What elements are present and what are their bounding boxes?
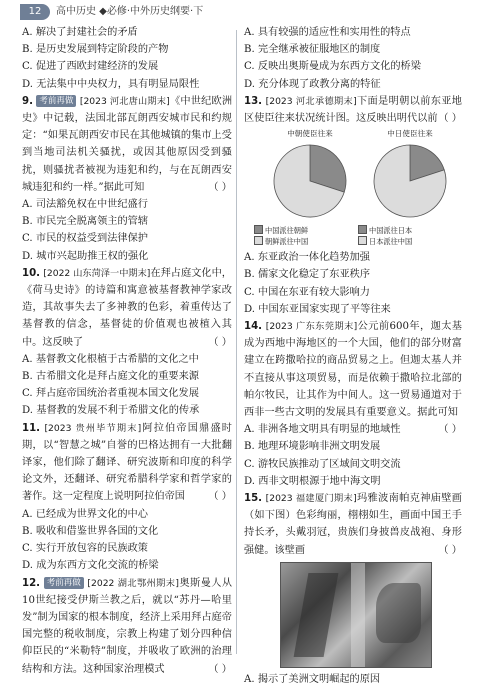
option[interactable]: B. 吸收和借鉴世界各国的文化 (22, 525, 159, 537)
mural-photo (280, 562, 432, 668)
option[interactable]: A. 具有较强的适应性和实用性的特点 (244, 27, 411, 38)
legend-label: 中国派往朝鲜 (265, 226, 309, 236)
legend-swatch (254, 236, 263, 245)
question-12 (22, 575, 232, 678)
left-column (22, 24, 232, 678)
question-number: 11. (22, 422, 41, 434)
legend-label: 朝鲜派往中国 (265, 237, 309, 247)
answer-blank[interactable]: （ ） (438, 424, 462, 436)
chart-legend (254, 225, 308, 247)
legend-swatch (254, 225, 263, 234)
legend-item (358, 236, 412, 247)
page-number: 12 (20, 4, 50, 20)
option[interactable]: A. 司法豁免权在中世纪盛行 (22, 199, 148, 211)
question-11 (22, 420, 232, 506)
question-15 (244, 490, 462, 559)
legend-item (254, 225, 308, 236)
chart-title: 中朝使臣往来 (287, 129, 333, 139)
option[interactable]: A. 已经成为世界文化的中心 (22, 508, 148, 520)
question-stem: 奥斯曼人从10世纪接受伊斯兰教之后，就以“苏丹—哈里发”制为国家的根本制度，经济上采用拜占庭帝国完整的税收制度，宗教上构建了划分四种信仰臣民的“米勒特”制度，并吸收了欧洲的治理结构和方法。这种国家治理模式 (22, 577, 233, 675)
answer-blank[interactable]: （ ） (438, 544, 462, 556)
question-source: [2022 山东菏泽一中期末] (43, 267, 151, 279)
option[interactable]: D. 城市兴起助推王权的强化 (22, 250, 149, 262)
question-stem: 玛雅波南帕克神庙壁画（如下图）色彩绚丽，栩栩如生，画面中国王手持长矛，头戴羽冠，贵族们身披兽皮战袍、身形强健。该壁画 (244, 493, 462, 556)
answer-blank[interactable]: （ ） (208, 181, 232, 193)
option[interactable]: C. 游牧民族推动了区域间文明交流 (244, 458, 401, 470)
question-stem: 《中世纪欧洲史》中记载，法国北部瓦朗西安城市民和约规定：“如果瓦朗西安市民在其他城镇的集市上受到当地司法机关骚扰，或因其他原因受到骚扰，则骚扰者被视为违犯和约，与在瓦朗西安城违犯和约一样。”据此可知 (22, 95, 233, 193)
option[interactable]: B. 地理环境影响非洲文明发展 (244, 441, 381, 453)
question-number: 12. (22, 577, 41, 589)
legend-item (254, 236, 308, 247)
option[interactable]: D. 成为东西方文化交流的桥梁 (22, 560, 159, 572)
answer-blank[interactable]: （ ） (438, 113, 462, 125)
option[interactable]: B. 是历史发展到特定阶段的产物 (22, 44, 169, 56)
option[interactable]: C. 实行开放包容的民族政策 (22, 543, 148, 555)
question-source: [2023 广东东莞期末] (265, 321, 358, 333)
option[interactable]: A. 非洲各地文明具有明显的地域性 (244, 424, 401, 436)
option[interactable]: B. 完全继承被征服地区的制度 (244, 44, 381, 56)
question-number: 13. (244, 95, 263, 107)
question-source: [2022 湖北鄂州期末] (87, 577, 179, 589)
chart-legend (358, 225, 412, 247)
legend-item (358, 225, 412, 236)
right-column (244, 24, 462, 688)
option[interactable]: A. 基督教文化根植于古希腊的文化之中 (22, 353, 199, 365)
option[interactable]: C. 促进了西欧封建经济的发展 (22, 61, 159, 73)
pie-chart-svg (270, 141, 350, 221)
option[interactable]: D. 基督教的发展不利于希腊文化的传承 (22, 405, 200, 417)
option[interactable]: A. 揭示了美洲文明崛起的原因 (244, 673, 381, 685)
option[interactable]: D. 无法集中中央权力，具有明显局限性 (22, 78, 200, 90)
answer-blank[interactable]: （ ） (208, 491, 232, 503)
page-header (0, 0, 480, 22)
question-13 (244, 93, 462, 127)
question-source: [2023 福建厦门期末] (265, 493, 357, 505)
option[interactable]: D. 中国东亚国家实现了平等往来 (244, 303, 391, 315)
option[interactable]: C. 中国在东亚有较大影响力 (244, 286, 370, 298)
legend-swatch (358, 236, 367, 245)
option[interactable]: B. 儒家文化稳定了东亚秩序 (244, 269, 371, 281)
question-10 (22, 265, 232, 351)
question-source: [2023 河北唐山期末] (79, 95, 170, 107)
option[interactable]: B. 古希腊文化是拜占庭文化的重要来源 (22, 371, 199, 383)
legend-label: 中国派往日本 (369, 226, 413, 236)
option[interactable]: C. 市民的权益受到法律保护 (22, 233, 148, 245)
chart-title: 中日使臣往来 (387, 129, 433, 139)
pie-charts (244, 129, 462, 247)
column-divider (236, 30, 237, 654)
pie-chart-svg (370, 141, 450, 221)
legend-label: 日本派往中国 (369, 237, 413, 247)
question-number: 15. (244, 493, 263, 505)
review-tag: 考前再做 (44, 577, 84, 589)
header-title: 高中历史 ◆必修·中外历史纲要·下 (56, 6, 204, 17)
question-number: 9. (22, 95, 33, 107)
option[interactable]: C. 拜占庭帝国统治者重视本国文化发展 (22, 388, 199, 400)
legend-swatch (358, 225, 367, 234)
option[interactable]: A. 解决了封建社会的矛盾 (22, 27, 138, 38)
question-source: [2023 贵州毕节期末] (44, 422, 142, 434)
option[interactable]: D. 充分体现了政教分离的特征 (244, 78, 381, 90)
question-stem: 下面是明朝以前东亚地区使臣往来状况统计图。这反映出明代以前 (244, 95, 462, 125)
question-stem: 公元前600年，迦太基成为西地中海地区的一个大国，他们的部分财富建立在跨撒哈拉的商品贸易之上。但迦太基人并不直接从事这项贸易，而是依赖于撒哈拉北部的帕尔牧民，让其作为中间人。这一贸易通道对于西非一些古文明的发展具有重要意义。据此可知 (244, 321, 462, 419)
answer-blank[interactable]: （ ） (208, 663, 232, 675)
review-tag: 考前再做 (36, 95, 76, 107)
question-number: 14. (244, 321, 263, 333)
question-source: [2023 河北承德期末] (265, 95, 357, 107)
option[interactable]: D. 西非文明根源于地中海文明 (244, 475, 381, 487)
option[interactable]: B. 市民完全脱离领主的管辖 (22, 216, 149, 228)
question-stem: 在拜占庭文化中，《荷马史诗》的诗篇和寓意被基督教神学家改造，其故事失去了多神教的色彩，着重传达了基督教的信念，基督徒的价值观也被植入其中。这反映了 (22, 267, 232, 348)
question-9 (22, 93, 232, 196)
question-number: 10. (22, 267, 41, 279)
question-stem: 阿拉伯帝国鼎盛时期，以“智慧之城”自誉的巴格达拥有一大批翻译家，他们除了翻译、研究波斯和印度的科学论文外，还翻译、研究希腊科学家和哲学家的著作。这一定程度上说明阿拉伯帝国 (22, 422, 232, 503)
option[interactable]: C. 反映出奥斯曼成为东西方文化的桥梁 (244, 61, 421, 73)
option[interactable]: A. 东亚政治一体化趋势加强 (244, 252, 370, 264)
answer-blank[interactable]: （ ） (208, 336, 232, 348)
